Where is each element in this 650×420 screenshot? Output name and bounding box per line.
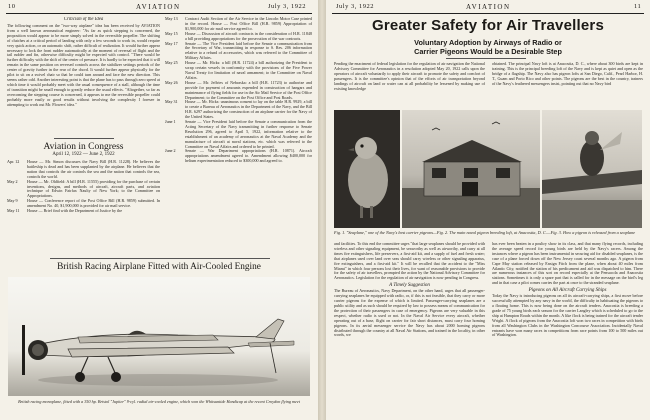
racing-monoplane-illustration <box>8 277 310 396</box>
timely-suggestion-title: A Timely Suggestion <box>389 283 430 289</box>
subtitle-line-1: Voluntary Adoption by Airways of Radio or <box>414 38 562 47</box>
entry-date: May 11 <box>7 208 20 214</box>
british-rule <box>50 258 270 259</box>
british-title: British Racing Airplane Fitted with Air-Cooled Engine <box>57 262 261 272</box>
entry-date: May 9 <box>7 198 18 204</box>
left-column <box>7 17 160 223</box>
congress-entry <box>7 209 160 214</box>
page-gutter <box>318 0 326 420</box>
entry-date: May 25 <box>165 60 178 66</box>
british-racing-airplane-photo <box>8 277 310 396</box>
body-text-1a: and facilities. To this end the committee urges "that large seaplanes should be provided with wireless and other signaling equipment, be seaworthy as well as airworthy, and carry at all times fire extinguishers, life preservers, a first-aid kit, and a supply of fuel and fresh water; that airplanes used over land over seas should carry wireless or other signaling apparatus, fire extinguishers, and a first-aid kit." It will be recalled that the accident to the "Miss Miami" in which four persons lost their lives, for want of reasonable provisions to provide for the safety of air travellers, prompted the action by the National Advisory Committee for Aeronautics. Legislation for the regulation of air navigation is now pending in Congress. <box>334 242 485 281</box>
entry-text: House — Mr. Oldfield: A bill (H.R. 11555) providing for the purchase of certain inventions, designs, and methods of aircraft, aircraft parts, and aviation technique of Edwin Fairfax Naulty of New York; to the Committee on Appropriations. <box>27 178 160 199</box>
body-text-1b: The Bureau of Aeronautics, Navy Department, on the other hand, urges that all passenger-carrying seaplanes be equipped with radio, or, if this is not feasible, that they carry or more carrier pigeons for the expense of which is limited. Passenger-carrying seaplanes are a public utility and as such should be required by law to possess means of communication for the protection of their passengers in case of emergency. Pigeons are very valuable in this respect, whether radio is used or not. In the Naval Air Service every aircraft, whether operating out of a base, flight on carrier for fair short distances, must carry four homing pigeons. In its aerial messenger service the Navy has about 2000 homing pigeons distributed through the country at all Naval Air Stations, and trained in the locality, in other words, we <box>334 288 485 338</box>
congress-title: Aviation in Congress <box>43 142 124 152</box>
congress-entry <box>7 160 160 180</box>
congress-entry <box>165 81 312 101</box>
subtitle-rule <box>446 58 526 59</box>
pigeon-portrait-illustration <box>334 110 400 228</box>
entry-date: May 26 <box>165 79 178 85</box>
article-subtitle <box>332 38 644 56</box>
entry-date: May 15 <box>165 30 178 36</box>
entry-text: House — Conference report of the Post Office Bill (H.R. 9859) submitted. In amendment No. 40, $1,900,000 is provided for air mail service. <box>27 198 160 209</box>
entry-text: Contract Audit Section of the Air Service in the Lincoln Motor Case printed in the record. House — Post Office Bill (H.R. 9859) Appropriation of $1,900,000 for air mail service agreed to. <box>185 17 312 31</box>
entry-text: House — Discussion of aircraft contracts in the consideration of H.R. 11848 a bill providing appropriations for the prosecution of the war contracts. <box>185 30 312 41</box>
entry-date: May 2 <box>7 178 18 184</box>
congress-entry <box>165 149 312 164</box>
body-column-1 <box>334 242 485 418</box>
congress-entry <box>165 42 312 62</box>
right-page <box>326 0 650 420</box>
criticism-text: The following comment on the "two-way airplane" idea has been received by AVIATION from a well known aeronautical engineer: "As far as quick stepping is concerned, the proposition would appear to be more simply solved in the reversible propeller. The shifting of clutches at a critical period of landing with only a few seconds to work in, would require very quick action, or an automatic shift, rather difficult of realization. It would further appear necessary to lock the front rudder automatically at the moment of reversal of flight and the tail rudder and fin, otherwise difficulty might be expected with control. "There would be further difficulty with the shift of the center of pressure. It is hardly to be expected that it will remain in the same position on reversed controls across the stabilizer settings periods of the center of gravity further in the rear of the chord. It would further appear physically for the pilot to sit on a swivel chair so that he could turn around and face the new direction. This seems rather odd. Another interesting point is that the plane has to pass through zero speed at which time it would probably meet with the usual consequence of a stall, although the time of transition might be small enough to greatly reduce the usual effects. "Altogether, so far as overcoming the stepping course is concerned, it appears to me the reversible propeller could probably more easily or good results without involving the complexity I foresee in attempting to work out Mr. Flowers' idea." <box>7 24 160 107</box>
congress-entry <box>165 61 312 81</box>
right-running-head: AVIATION <box>466 3 511 11</box>
entry-text: House — Mr. Hicks: a bill (H.R. 11724) a bill authorizing the President to scrap certain vessels in conformity with the provisions of the Five Power Naval Treaty for limitation of naval armament; to the Committee on Naval Affairs. <box>185 60 312 80</box>
lead-column-1: Pending the enactment of federal legislation for the regulation of air navigation the National Advisory Committee for Aeronautics in a resolution adopted May 20, 1922 calls upon the operators of aircraft voluntarily to apply their aircraft to promote the safety and comfort of passengers. It is the committee's opinion that of the efforts of air transportation beyond landings of aircraft on land or water can at all probability be lessened by making use of existing knowledge <box>334 62 485 91</box>
entry-text: House — Brief find with the Department of Justice by the <box>27 208 123 214</box>
entry-text: Senate — The Vice President laid before the Senate a communication from the Secretary of War, transmitting in response to S. Res. 206 information relative to a refund of accessories, which was referred to the Committee of Military Affairs. <box>185 40 312 61</box>
right-header-rule <box>332 13 644 14</box>
body-text-2b: Today the Navy is introducing pigeons on all its aircraft-carrying ships, a first move before successfully attempted by any navy in the world, the difficulty in habituating the pigeons to a floating home. This is now being done on the aircraft tenders. Anacostia is breeding a grade of 75 young birds each season for the carrier Langley which is scheduled to go to the ship at Hampton Roads within the month. A like flock is being trained for the aircraft tender Wright. A flock of pigeons from the Anacostia loft won two races in competition with birds from all Washington Clubs in the Washington Concourse Association. Incidentally Naval entrants have won many races in competitions from race points from 100 to 500 miles out of Washington. <box>492 293 643 338</box>
entry-date: May 17 <box>165 40 178 46</box>
left-page-number: 10 <box>8 3 16 10</box>
pigeon-release-photo <box>542 110 642 228</box>
right-column <box>165 17 312 255</box>
pigeon-loft-illustration <box>402 110 540 228</box>
pigeon-seaplane-photo <box>334 110 400 228</box>
entry-text: House — Mr. Hicks: unanimous consent to lay on the table H.R. 9929, a bill to create a Bureau of Aeronautics in the Department of the Navy, and the Bill H.R. 6297 authorizing the construction of an airplane carrier for the Navy of the United States. <box>185 99 312 120</box>
entry-text: House — Mr. Simon discusses the Navy Bill (H.R. 11228). He believes the battleship is dead and has been supplanted by the airplane. He believes that the nation that controls the air controls the sea and the nation that controls the sea, controls the world. <box>27 159 160 179</box>
congress-entry <box>165 100 312 120</box>
body-text-2a: has ever been beaten in a poultry show in its class, and that many flying records, including the average speed record for young birds are held by the Navy's racers. Among the instances where a pigeon has been instrumental in securing aid for disabled seaplanes, is the case of a plane forced down off the New Jersey coast several months ago. A pigeon from Cape May station released by Ensign Fitch from the plane, when about 40 miles from Atlantic City, notified the station of his predicament and aid was dispatched to him. There are numerous instances of this sort on record especially at the Pensacola and Anacostia stations. Sometimes it is only a spare part that is called for in the message on the bird's leg and in that case a pilot comes carries the part at once to the stranded seaplane. <box>492 242 643 286</box>
subtitle-line-2: Carrier Pigeons Would be a Desirable Step <box>414 47 562 56</box>
seaplane-release-illustration <box>542 110 642 228</box>
congress-dates: April 12, 1922 — June 2, 1922 <box>52 152 115 157</box>
entry-text: Senate — War Department appropriations (H.R. 10871). Aircraft appropriations amendment agreed to. Amendment allowing $400,000 for helium experimentation reduced to $300,000 and agreed to. <box>185 148 312 164</box>
lead-column-2: obtained. The principal Navy loft is at Anacostia, D. C., where about 300 birds are kept in training. This is the principal breeding loft of the Navy and is kept as quiet and open as the bridge of a flagship. The Navy also has pigeon lofts at San Diego, Calif., Pearl Harbor, H. T., Guam and Porto Rico and other points. The pigeons are the best in the country, trainers of the Navy's feathered messengers insist, pointing out that no Navy bird <box>492 62 643 86</box>
section-divider <box>54 138 114 139</box>
entry-date: May 31 <box>165 99 178 105</box>
entry-text: House — Mr. Jeffries of Nebraska: a bill (H.R. 11723) to authorize and provide for payment of amounts expended in construction of hangars and maintenance of flying fields for use in the Air Mail Service of the Post Office Department; to the Committee on the Post Office and Post Roads. <box>185 79 312 100</box>
pigeons-section-title: Pigeons on All Aircraft Carrying Ships <box>528 288 607 294</box>
entry-date: June 2 <box>165 148 176 154</box>
right-page-number: 11 <box>634 3 642 10</box>
congress-entry <box>7 180 160 200</box>
criticism-title: Criticism of the Idea <box>63 17 104 22</box>
entry-date: May 13 <box>165 17 178 21</box>
left-running-head: AVIATION <box>136 3 181 11</box>
entry-date: Apr. 12 <box>7 159 20 164</box>
british-caption: British racing monoplane, fitted with a 350 hp. Bristol "Jupiter" 9-cyl. radial air-cooled engine, which won the Whitsuntide Handicap at the recent Croydon flying meet <box>18 399 300 404</box>
right-date: July 3, 1922 <box>336 3 374 10</box>
photo-caption: Fig. 1. "Seaplane," one of the Navy's best carrier pigeons—Fig. 2. The main naval pigeon breeding loft, at Anacostia, D. C.—Fig. 3. How a pigeon is released from a seaplane <box>334 230 636 235</box>
article-title: Greater Safety for Air Travellers <box>372 17 604 34</box>
entry-text: Senate — Vice President laid before the Senate a communication from the Acting Secretary of the Navy transmitting in further response to Senate Resolution 296, agreed to April 5, 1922, information relative to the establishment of an academy of aeronautics at the Naval Academy and the manufacture of aircraft at naval stations, etc. which was referred to the Committee on Naval Affairs and ordered to be printed. <box>185 119 312 149</box>
entry-date: June 1 <box>165 119 176 125</box>
anacostia-loft-photo <box>402 110 540 228</box>
body-column-2 <box>492 242 643 418</box>
congress-entry <box>165 120 312 149</box>
congress-entry <box>165 17 312 32</box>
left-date: July 3, 1922 <box>268 3 306 10</box>
left-page <box>0 0 318 420</box>
left-header-rule <box>6 13 312 14</box>
